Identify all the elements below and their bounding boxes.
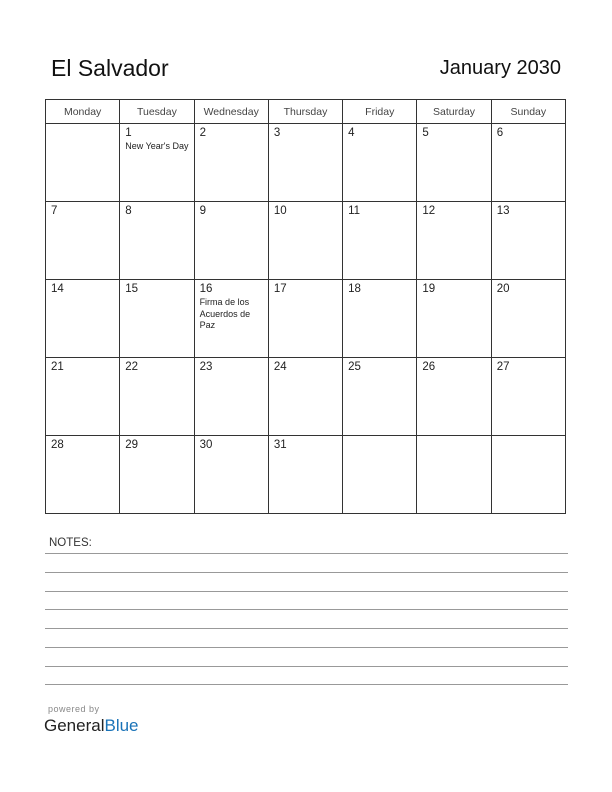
day-number: 16 [199, 283, 213, 295]
day-number: 22 [125, 361, 139, 373]
day-number: 18 [348, 283, 361, 295]
week-row [46, 280, 566, 358]
day-cell [46, 358, 120, 436]
day-number: 30 [199, 439, 213, 451]
day-cell [194, 124, 268, 202]
notes-line [45, 628, 568, 629]
notes-line [45, 553, 568, 554]
notes-line [45, 591, 568, 592]
day-cell [120, 124, 194, 202]
day-cell [194, 436, 268, 514]
day-cell [491, 124, 565, 202]
weekday-header: Wednesday [194, 100, 268, 124]
day-cell [120, 436, 194, 514]
day-number: 3 [273, 127, 281, 139]
day-cell [46, 280, 120, 358]
day-cell [491, 358, 565, 436]
notes-line [45, 647, 568, 648]
day-number: 13 [496, 205, 510, 217]
day-number: 4 [348, 127, 355, 139]
day-number: 7 [51, 205, 58, 217]
week-row [46, 436, 566, 514]
week-row [46, 358, 566, 436]
day-cell [268, 124, 342, 202]
day-number: 21 [51, 361, 64, 373]
day-number: 9 [199, 205, 206, 217]
week-row [46, 124, 566, 202]
notes-line [45, 609, 568, 610]
day-cell [194, 280, 268, 358]
day-number: 24 [273, 361, 287, 373]
day-cell [46, 436, 120, 514]
brand-name-part2: Blue [104, 716, 139, 735]
day-cell [194, 358, 268, 436]
calendar-grid [45, 99, 566, 514]
day-number: 14 [51, 283, 64, 295]
day-cell [194, 202, 268, 280]
brand-name-part1: General [44, 716, 105, 735]
day-cell [491, 436, 565, 514]
day-number: 26 [422, 361, 436, 373]
notes-line [45, 572, 568, 573]
day-cell [491, 202, 565, 280]
day-cell [120, 358, 194, 436]
day-cell [417, 358, 491, 436]
day-number: 29 [125, 439, 139, 451]
day-cell [268, 280, 342, 358]
day-cell [120, 202, 194, 280]
day-number: 23 [199, 361, 213, 373]
day-cell [120, 280, 194, 358]
day-number: 17 [273, 283, 287, 295]
day-cell [343, 358, 417, 436]
weekday-header: Saturday [417, 100, 491, 124]
day-cell [46, 202, 120, 280]
notes-line [45, 684, 568, 685]
day-cell [343, 436, 417, 514]
day-cell [343, 280, 417, 358]
day-cell [46, 124, 120, 202]
day-cell [417, 124, 491, 202]
day-number: 31 [273, 439, 287, 451]
day-number: 6 [496, 127, 504, 139]
day-cell [417, 436, 491, 514]
day-cell [417, 202, 491, 280]
weekday-header-row [46, 100, 566, 124]
day-cell [268, 358, 342, 436]
weekday-header: Friday [343, 100, 417, 124]
day-cell [268, 202, 342, 280]
calendar-month-title: January 2030 [439, 57, 561, 79]
day-number: 8 [125, 205, 132, 217]
day-number: 19 [422, 283, 436, 295]
weekday-header: Monday [46, 100, 120, 124]
weekday-header: Sunday [491, 100, 565, 124]
calendar-country-title: El Salvador [51, 55, 169, 81]
day-cell [343, 202, 417, 280]
notes-line [45, 666, 568, 667]
day-number: 10 [273, 205, 287, 217]
week-row [46, 202, 566, 280]
day-number: 2 [199, 127, 206, 139]
powered-by-text: powered by [48, 704, 100, 714]
holiday-label: Firma de los Acuerdos de Paz [199, 297, 251, 330]
day-number: 1 [125, 127, 132, 139]
day-cell [491, 280, 565, 358]
day-number: 11 [348, 205, 361, 217]
notes-label: NOTES: [49, 537, 92, 549]
day-number: 5 [422, 127, 429, 139]
day-number: 28 [51, 439, 64, 451]
brand-logo [44, 716, 139, 736]
day-number: 27 [496, 361, 510, 373]
day-cell [417, 280, 491, 358]
day-number: 25 [348, 361, 361, 373]
day-number: 12 [422, 205, 436, 217]
weekday-header: Thursday [268, 100, 342, 124]
weekday-header: Tuesday [120, 100, 194, 124]
day-cell [268, 436, 342, 514]
day-cell [343, 124, 417, 202]
day-number: 20 [496, 283, 510, 295]
holiday-label: New Year's Day [125, 141, 189, 151]
day-number: 15 [125, 283, 139, 295]
